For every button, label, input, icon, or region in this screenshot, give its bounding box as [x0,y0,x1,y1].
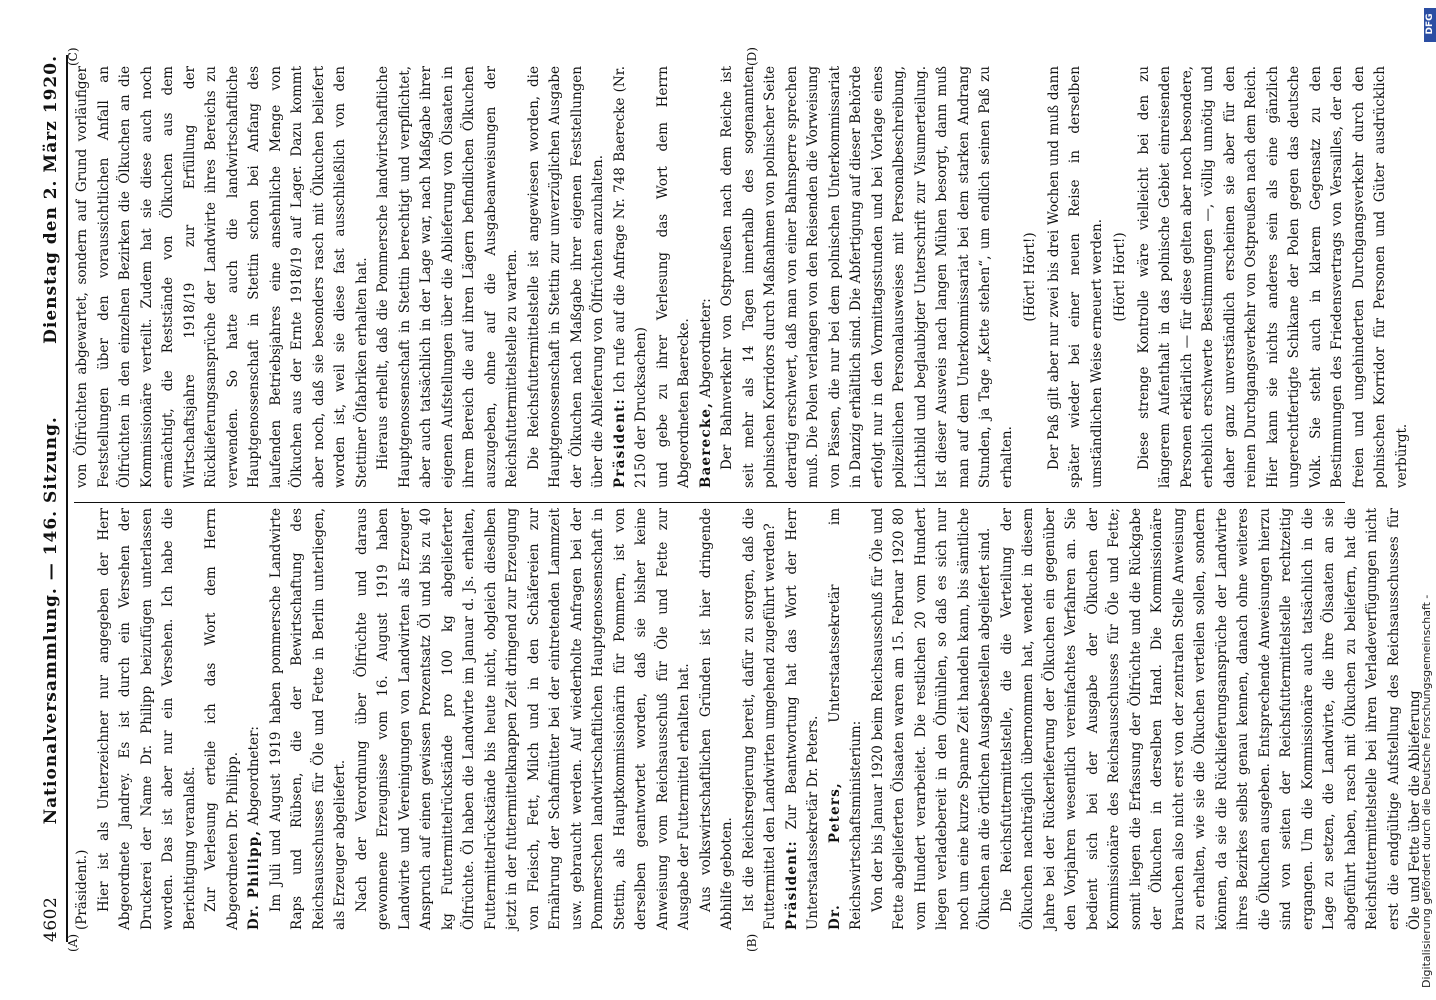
rotated-document-page [0,25,1423,1000]
paragraph: Der Bahnverkehr von Ostpreußen nach dem Reiche ist seit mehr als 14 Tagen innerhalb des sogenannten polnischen Korridors durch Maßnahmen von polnischer Seite derartig erschwert, daß man von einer Bahnsperre sprechen muß. Die Polen verlangen von den Reisenden die Vorweisung von Pässen, die nur bei dem polnischen Unterkommissariat in Danzig erhältlich sind. Die Abfertigung auf dieser Behörde erfolgt nur in den Vormittagsstunden und bei Vorlage eines polizeilichen Personalausweises mit Personalbeschreibung, Lichtbild und beglaubigter Unterschrift zur Visumerteilung. Ist dieser Ausweis nach langen Mühen besorgt, dann muß man auf dem Unterkommissariat bei dem starken Andrang Stunden, ja Tage „Kette stehen“, um endlich seinen Paß zu erhalten. [719,66,1015,488]
speaker-line [244,508,266,930]
paragraph: Ist die Reichsregierung bereit, dafür zu sorgen, daß die Futtermittel den Landwirten umgehend zugeführt werden? [740,508,778,930]
speaker-name: Präsident: [611,398,628,488]
dfg-logo-text: DFG [1425,13,1435,35]
speaker-role: Abgeordneter: [246,726,262,830]
assembly-session-title: Nationalversammlung. — 146. Sitzung. [41,416,61,825]
paragraph: Diese strenge Kontrolle wäre vielleicht bei den zu längerem Aufenthalt in das polnische Gebiet einreisenden Personen erklärlich — für diese gelten aber noch besondere, erheblich erschwerte Bestimmungen —, völlig unnötig und daher ganz unverständlich erscheinen sie aber für den reinen Durchgangsverkehr von Ostpreußen nach dem Reich. Hier kann sie nichts anderes sein als eine gänzlich ungerechtfertigte Schikane der Polen gegen das deutsche Volk. Sie steht auch in klarem Gegensatz zu den Bestimmungen des Friedensvertrags von Versailles, der den freien und ungehinderten Durchgangsverkehr durch den polnischen Korridor für Personen und Güter ausdrücklich verbürgt. [1135,66,1410,488]
left-text-column [72,508,1423,930]
dfg-logo[interactable] [1424,8,1436,42]
paragraph: Von der bis Januar 1920 beim Reichsausschuß für Öle und Fette abgelieferten Ölsaaten waren am 15. Februar 1920 80 vom Hundert verarbeitet. Die restlichen 20 vom Hundert liegen verladebereit in den Ölmühlen, so daß es sich nur noch um eine kurze Spanne Zeit handeln kann, bis sämtliche Ölkuchen an die örtlichen Ausgabestellen abgeliefert sind. [869,508,993,930]
margin-mark-b: (B) [745,933,759,952]
speaker-line [696,66,718,488]
page-header [38,55,64,942]
speaker-name: Baerecke, [697,401,714,488]
speaker-role: Zur Beantwortung hat das Wort der Herr Unterstaatssekretär Dr. Peters. [783,508,821,930]
paragraph: Hier ist als Unterzeichner nur angegeben der Herr Abgeordnete Jandrey. Es ist durch ein Versehen der Druckerei der Name Dr. Philipp beizufügen unterlassen worden. Das ist aber nur ein Versehen. Ich habe die Berichtigung veranlaßt. [95,508,198,930]
speaker-name: Präsident: [783,840,800,930]
paragraph: Der Paß gilt aber nur zwei bis drei Wochen und muß dann später wieder bei einer neuen Reise in derselben umständlichen Weise erneuert werden. [1045,66,1105,488]
paragraph: Hieraus erhellt, daß die Pommersche landwirtschaftliche Hauptgenossenschaft in Stettin berechtigt und verpflichtet, aber auch tatsächlich in der Lage war, nach Maßgabe ihrer eigenen Aufstellungen über die Ablieferung von Ölsaaten in ihrem Bereich die auf ihren Lägern befindlichen Ölkuchen auszugeben, ohne auf die Ausgabeanweisungen der Reichsfuttermittelstelle zu warten. [375,66,520,488]
speaker-line [825,508,868,930]
speaker-name: Dr. Peters, [826,782,843,930]
paragraph: Die Reichsfuttermittelstelle, die die Verteilung der Ölkuchen nachträglich übernommen hat, wendet in diesem Jahre bei der Rückerlieferung der Ölkuchen ein gegenüber den Vorjahren wesentlich vereinfachtes Verfahren an. Sie bedient sich bei der Ausgabe der Ölkuchen der Kommissionäre des Reichsausschusses für Öle und Fette; somit liegen die Erfassung der Ölfrüchte und die Rückgabe der Ölkuchen in derselben Hand. Die Kommissionäre brauchen also nicht erst von der zentralen Stelle Anweisung zu erhalten, wie sie die Ölkuchen verteilen sollen, sondern können, da sie die Rücklieferungsansprüche der Landwirte ihres Bezirkes selbst genau kennen, danach ohne weiteres die Ölkuchen ausgeben. Entsprechende Anweisungen hierzu sind von seiten der Reichsfuttermittelstelle rechtzeitig ergangen. Um die Kommissionäre auch tatsächlich in die Lage zu setzen, die Landwirte, die ihre Ölsaaten an sie abgeführt haben, rasch mit Ölkuchen zu beliefern, hat die Reichsfuttermittelstelle bei ihren Verladeverfügungen nicht erst die endgültige Aufstellung des Reichsausschusses für Öle und Fette über die Ablieferung [998,508,1423,930]
paragraph: von Ölfrüchten abgewartet, sondern auf Grund vorläufiger Feststellungen über den voraussichtlichen Anfall an Ölfrüchten in den einzelnen Bezirken die Ölkuchen an die Kommissionäre verteilt. Zudem hat sie diese auch noch ermächtigt, die Reststände von Ölkuchen aus dem Wirtschaftsjahre 1918/19 zur Erfüllung der Rücklieferungsansprüche der Landwirte ihres Bereichs zu verwenden. So hatte auch die landwirtschaftliche Hauptgenossenschaft in Stettin schon bei Anfang des laufenden Betriebsjahres eine ansehnliche Menge von Ölkuchen aus der Ernte 1918/19 auf Lager. Dazu kommt aber noch, daß sie besonders rasch mit Ölkuchen beliefert worden ist, weil sie diese fast ausschließlich von den Stettiner Ölfabriken erhalten hat. [74,66,370,488]
margin-mark-d: (D) [745,47,759,66]
margin-mark-a: (A) [66,933,80,952]
paragraph: (Präsident.) [74,849,90,930]
digitization-credit-text: Digitalisierung gefördert durch die Deutsche Forschungsgemeinschaft - [1420,594,1433,988]
speaker-name: Dr. Philipp, [246,829,262,930]
column-divider [74,502,1345,503]
speaker-role: Ich rufe auf die Anfrage Nr. 748 Baerecke (Nr. 2150 der Drucksachen) [611,66,649,488]
digitization-credit [1418,8,1434,1000]
paragraph: und gebe zu ihrer Verlesung das Wort dem Herrn Abgeordneten Baerecke. [654,66,692,488]
page-number: 4602 [41,896,61,942]
right-text-column [72,66,1410,488]
header-rule [66,55,68,942]
paragraph: Aus volkswirtschaftlichen Gründen ist hier dringende Abhilfe geboten. [697,508,735,930]
paragraph: Nach der Verordnung über Ölfrüchte und daraus gewonnene Erzeugnisse vom 16. August 1919 haben Landwirte und Vereinigungen von Landwirten als Erzeuger Anspruch auf einen gewissen Prozentsatz Öl und bis zu 40 kg Futtermittelrückstände pro 100 kg abgelieferter Ölfrüchte. Öl haben die Landwirte im Januar d. Js. erhalten, Futtermittelrückstände bis heute nicht, obgleich dieselben jetzt in der futtermittelknappen Zeit dringend zur Erzeugung von Fleisch, Fett, Milch und in den Schäfereien zur Ernährung der Schafmütter bei der eintretenden Lammzeit usw. gebraucht werden. Auf wiederholte Anfragen bei der Pommerschen landwirtschaftlichen Hauptgenossenschaft in Stettin, als Hauptkommissionärin für Pommern, ist von derselben geantwortet worden, daß sie bisher keine Anweisung vom Reichsausschuß für Öle und Fette zur Ausgabe der Futtermittel erhalten hat. [353,508,692,930]
speaker-line [782,508,825,930]
speaker-role: Unterstaatssekretär im Reichswirtschaftsministerium: [826,508,864,930]
margin-mark-c: (C) [66,47,80,66]
speaker-line [610,66,653,488]
speaker-role: Abgeordneter: [697,298,714,402]
paragraph: Zur Verlesung erteile ich das Wort dem Herrn Abgeordneten Dr. Philipp. [203,508,241,930]
paragraph: Die Reichsfuttermittelstelle ist angewiesen worden, die Hauptgenossenschaft in Stettin zur unverzüglichen Ausgabe der Ölkuchen nach Maßgabe ihrer eigenen Feststellungen über die Ablieferung von Ölfrüchten anzuhalten. [525,66,606,488]
interjection: (Hört! Hört!) [1112,232,1128,322]
paragraph: Im Juli und August 1919 haben pommersche Landwirte Raps und Rübsen, die der Bewirtschaftung des Reichsausschusses für Öle und Fette in Berlin unterliegen, als Erzeuger abgeliefert. [267,508,348,930]
session-date: Dienstag den 2. März 1920. [41,55,61,344]
interjection: (Hört! Hört!) [1022,232,1038,322]
